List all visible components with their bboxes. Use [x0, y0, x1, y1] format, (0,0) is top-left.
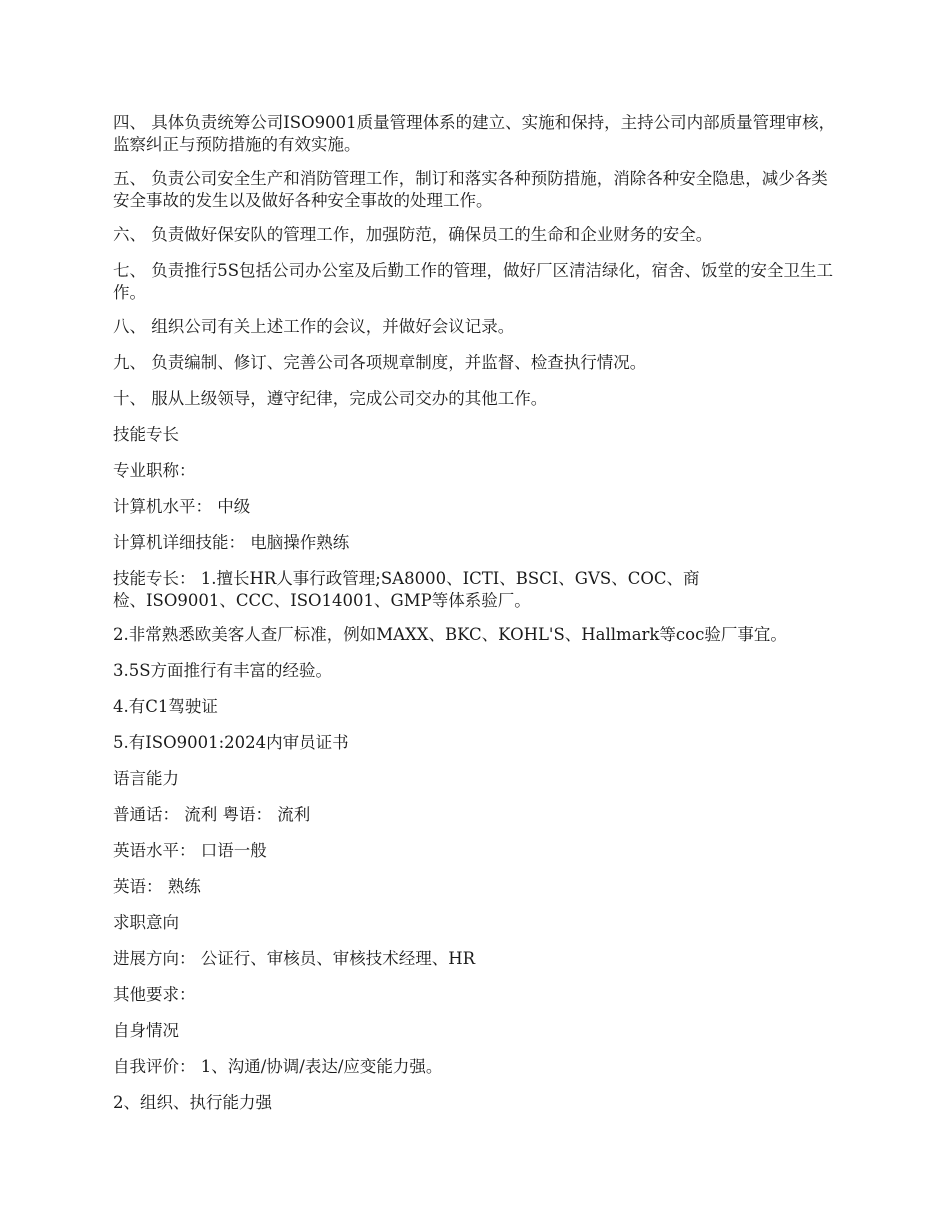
skill-item-4: 4.有C1驾驶证 — [113, 697, 218, 716]
section-heading-self: 自身情况 — [113, 1021, 179, 1040]
self-evaluation-2: 2、组织、执行能力强 — [113, 1093, 272, 1112]
duty-item-5: 五、 负责公司安全生产和消防管理工作，制订和落实各种预防措施，消除各种安全隐患，减少各类安全事故的发生以及做好各种安全事故的处理工作。 — [113, 169, 828, 210]
duty-item-9: 九、 负责编制、修订、完善公司各项规章制度，并监督、检查执行情况。 — [113, 353, 647, 372]
english-level: 英语水平： 口语一般 — [113, 841, 267, 860]
document-body — [113, 112, 838, 1128]
duty-item-6: 六、 负责做好保安队的管理工作，加强防范，确保员工的生命和企业财务的安全。 — [113, 225, 713, 244]
duty-item-4: 四、 具体负责统筹公司ISO9001质量管理体系的建立、实施和保持，主持公司内部质量管理审核，监察纠正与预防措施的有效实施。 — [113, 113, 836, 154]
duty-item-7: 七、 负责推行5S包括公司办公室及后勤工作的管理，做好厂区清洁绿化，宿舍、饭堂的安全卫生工作。 — [113, 261, 834, 302]
self-evaluation-1: 自我评价： 1、沟通/协调/表达/应变能力强。 — [113, 1057, 443, 1076]
section-heading-skills: 技能专长 — [113, 425, 179, 444]
language-mandarin-cantonese: 普通话： 流利 粤语： 流利 — [113, 805, 311, 824]
duty-item-8: 八、 组织公司有关上述工作的会议，并做好会议记录。 — [113, 317, 515, 336]
section-heading-job-intention: 求职意向 — [113, 913, 179, 932]
career-direction: 进展方向： 公证行、审核员、审核技术经理、HR — [113, 949, 476, 968]
other-requirements: 其他要求： — [113, 985, 196, 1004]
skill-item-1: 技能专长： 1.擅长HR人事行政管理;SA8000、ICTI、BSCI、GVS、COC、商 检、ISO9001、CCC、ISO14001、GMP等体系验厂。 — [113, 569, 700, 610]
skill-item-5: 5.有ISO9001:2024内审员证书 — [113, 733, 349, 752]
computer-skills: 计算机详细技能： 电脑操作熟练 — [113, 533, 350, 552]
section-heading-language: 语言能力 — [113, 769, 179, 788]
computer-level: 计算机水平： 中级 — [113, 497, 251, 516]
professional-title: 专业职称： — [113, 461, 196, 480]
duty-item-10: 十、 服从上级领导，遵守纪律，完成公司交办的其他工作。 — [113, 389, 548, 408]
skill-item-3: 3.5S方面推行有丰富的经验。 — [113, 661, 333, 680]
english-proficiency: 英语： 熟练 — [113, 877, 201, 896]
skill-item-2: 2.非常熟悉欧美客人查厂标准，例如MAXX、BKC、KOHL'S、Hallmark等coc验厂事宜。 — [113, 625, 787, 644]
